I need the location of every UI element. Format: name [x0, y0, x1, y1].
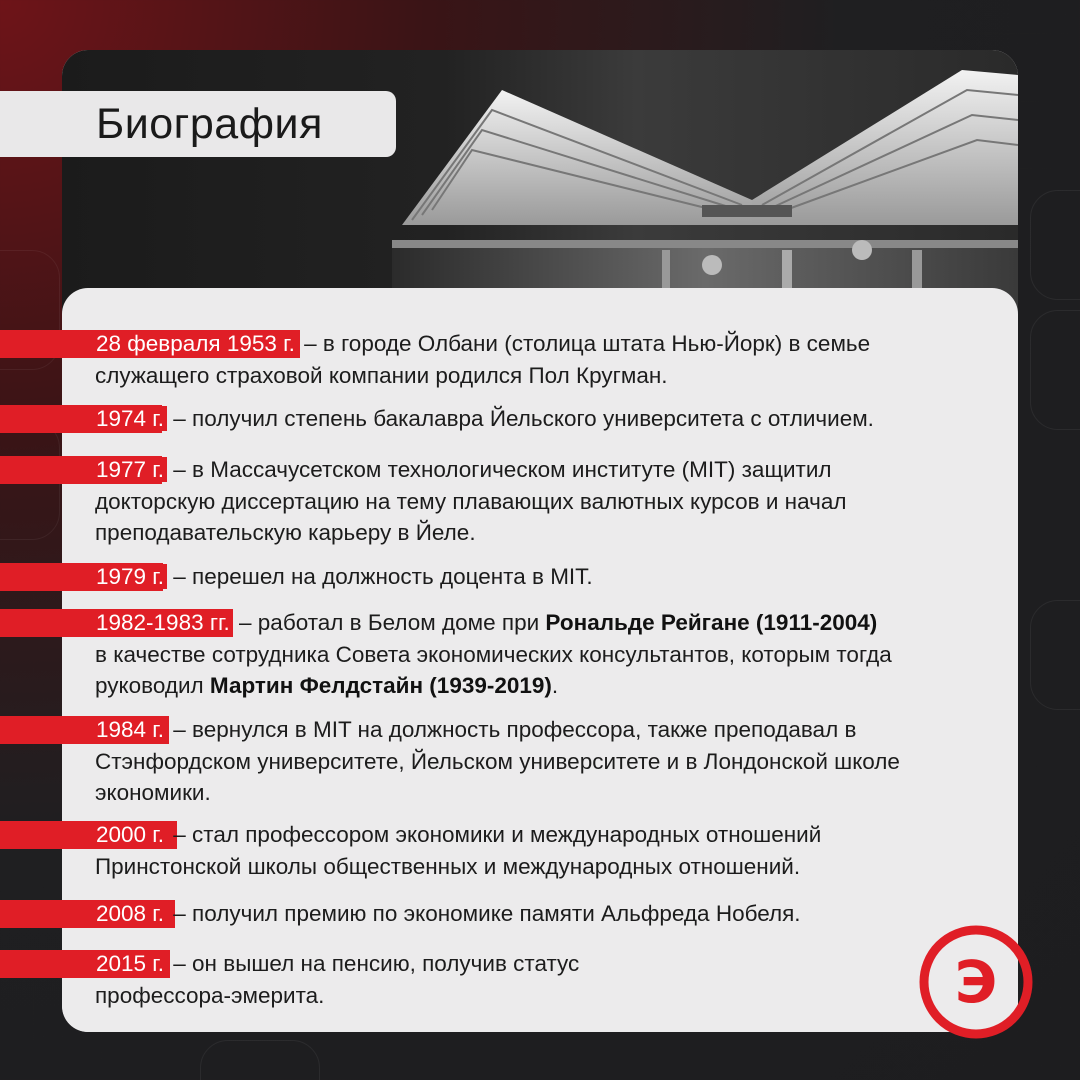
- background-decoration: [1030, 310, 1080, 430]
- entry-line: [95, 328, 975, 360]
- entry-text: служащего страховой компании родился Пол Кругман.: [95, 362, 668, 388]
- entry-text: – в Массачусетском технологическом институте (MIT) защитил: [167, 457, 832, 482]
- entry-date: 1979 г.: [95, 564, 167, 589]
- entry-date: 2015 г.: [95, 951, 167, 976]
- timeline-entry: [95, 948, 975, 1011]
- timeline-entry: [95, 607, 975, 702]
- entry-line: [95, 607, 975, 639]
- timeline-entry: [95, 403, 975, 435]
- entry-line: [95, 851, 975, 883]
- timeline-entry: [95, 714, 975, 809]
- entry-text: .: [551, 673, 559, 698]
- logo: [918, 924, 1034, 1040]
- entry-text: – получил степень бакалавра Йельского университета с отличием.: [167, 406, 874, 431]
- entry-text: Стэнфордском университете, Йельском университете и в Лондонской школе: [95, 748, 900, 774]
- entry-text: – получил премию по экономике памяти Альфреда Нобеля.: [167, 901, 801, 926]
- background-decoration: [200, 1040, 320, 1080]
- entry-line: [95, 746, 975, 778]
- entry-text: руководил: [95, 673, 210, 698]
- entry-line: [95, 486, 975, 518]
- entry-date: 1984 г.: [95, 717, 167, 742]
- entry-text: в качестве сотрудника Совета экономических консультантов, которым тогда: [95, 641, 892, 667]
- person-name: Рональде Рейгане (1911-2004): [545, 610, 878, 635]
- entry-line: [95, 517, 975, 549]
- entry-text: – он вышел на пенсию, получив статус: [167, 951, 580, 976]
- entry-text: Принстонской школы общественных и международных отношений.: [95, 853, 801, 879]
- entry-text: профессора-эмерита.: [95, 982, 325, 1008]
- logo-letter: Э: [954, 948, 998, 1016]
- entry-date: 1982-1983 гг.: [95, 610, 233, 635]
- entry-date: 2008 г.: [95, 901, 167, 926]
- entry-date: 1977 г.: [95, 457, 167, 482]
- entry-text: экономики.: [95, 780, 211, 805]
- timeline-entry: [95, 561, 975, 593]
- entry-line: [95, 714, 975, 746]
- timeline-entry: [95, 819, 975, 882]
- entry-line: [95, 819, 975, 851]
- entry-text: преподавательскую карьеру в Йеле.: [95, 520, 476, 545]
- entry-text: – перешел на должность доцента в MIT.: [167, 564, 593, 589]
- timeline-entry: [95, 328, 975, 391]
- entry-line: [95, 898, 975, 930]
- entry-date: 28 февраля 1953 г.: [95, 331, 298, 356]
- entry-line: [95, 777, 975, 809]
- entry-line: [95, 948, 975, 980]
- entry-text: – работал в Белом доме при: [232, 610, 546, 635]
- entry-line: [95, 980, 975, 1012]
- entry-line: [95, 639, 975, 671]
- entry-line: [95, 670, 975, 702]
- background-decoration: [1030, 600, 1080, 710]
- background-decoration: [1030, 190, 1080, 300]
- timeline-entry: [95, 454, 975, 549]
- entry-text: докторскую диссертацию на тему плавающих валютных курсов и начал: [95, 488, 847, 514]
- entry-text: – вернулся в MIT на должность профессора, также преподавал в: [167, 717, 857, 742]
- entry-text: – стал профессором экономики и международных отношений: [167, 822, 822, 847]
- entry-date: 1974 г.: [95, 406, 167, 431]
- person-name: Мартин Фелдстайн (1939-2019): [209, 673, 552, 698]
- entry-line: [95, 403, 975, 435]
- entry-line: [95, 360, 975, 392]
- entry-line: [95, 561, 975, 593]
- entry-line: [95, 454, 975, 486]
- page-title: Биография: [96, 100, 323, 148]
- entry-date: 2000 г.: [95, 822, 167, 847]
- timeline-entry: [95, 898, 975, 930]
- entry-text: – в городе Олбани (столица штата Нью-Йорк) в семье: [297, 331, 871, 356]
